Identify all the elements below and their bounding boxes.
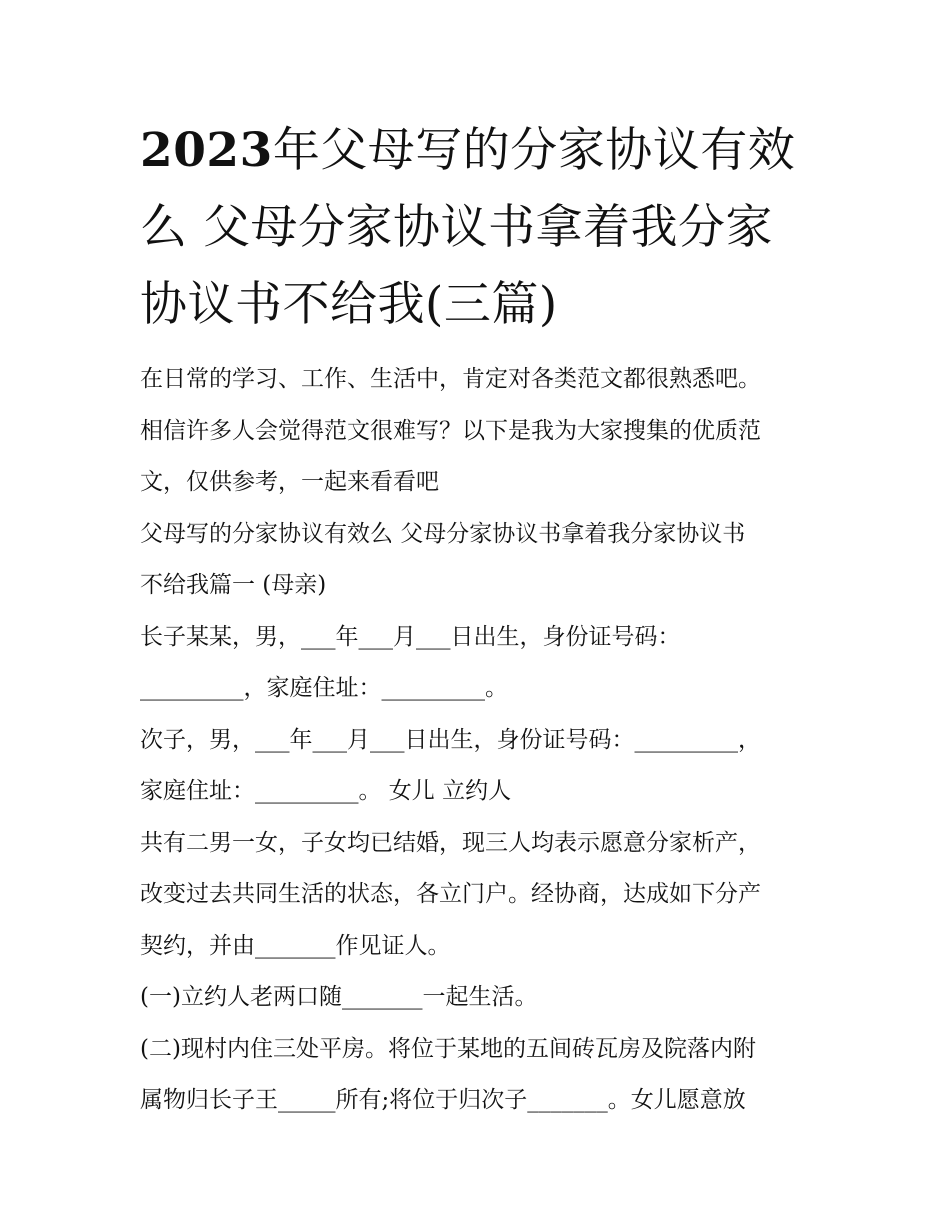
document-body bbox=[140, 354, 820, 1127]
body-line: 改变过去共同生活的状态，各立门户。经协商，达成如下分产 bbox=[140, 881, 761, 907]
subtitle-line: 父母写的分家协议有效么 父母分家协议书拿着我分家协议书 bbox=[140, 520, 746, 547]
body-line: (一)立约人老两口随_______一起生活。 bbox=[140, 984, 538, 1010]
title-line-2: 么 父母分家协议书拿着我分家 bbox=[140, 200, 773, 255]
body-line: 属物归长子王_____所有;将位于归次子_______。女儿愿意放 bbox=[140, 1087, 746, 1113]
title-line-1-text: 年父母写的分家协议有效 bbox=[272, 123, 796, 178]
title-line-3: 协议书不给我(三篇) bbox=[140, 277, 558, 332]
body-line: 共有二男一女，子女均已结婚，现三人均表示愿意分家析产， bbox=[140, 829, 761, 856]
title-line-1 bbox=[140, 112, 820, 189]
title-year: 2023 bbox=[140, 123, 273, 178]
subtitle-line: 不给我篇一 (母亲) bbox=[140, 572, 327, 598]
intro-line: 相信许多人会觉得范文很难写？以下是我为大家搜集的优质范 bbox=[140, 417, 761, 444]
intro-line: 在日常的学习、工作、生活中，肯定对各类范文都很熟悉吧。 bbox=[140, 366, 761, 392]
body-line: _________，家庭住址：_________。 bbox=[140, 675, 508, 701]
body-line: 次子，男，___年___月___日出生，身份证号码：_________， bbox=[140, 726, 761, 753]
body-line: 契约，并由_______作见证人。 bbox=[140, 932, 451, 959]
body-line: 长子某某，男，___年___月___日出生，身份证号码： bbox=[140, 623, 681, 650]
body-line: 家庭住址：_________。 女儿 立约人 bbox=[140, 778, 512, 804]
document-title bbox=[140, 112, 820, 343]
body-line: (二)现村内住三处平房。将位于某地的五间砖瓦房及院落内附 bbox=[140, 1035, 756, 1062]
intro-line: 文，仅供参考，一起来看看吧 bbox=[140, 469, 439, 495]
